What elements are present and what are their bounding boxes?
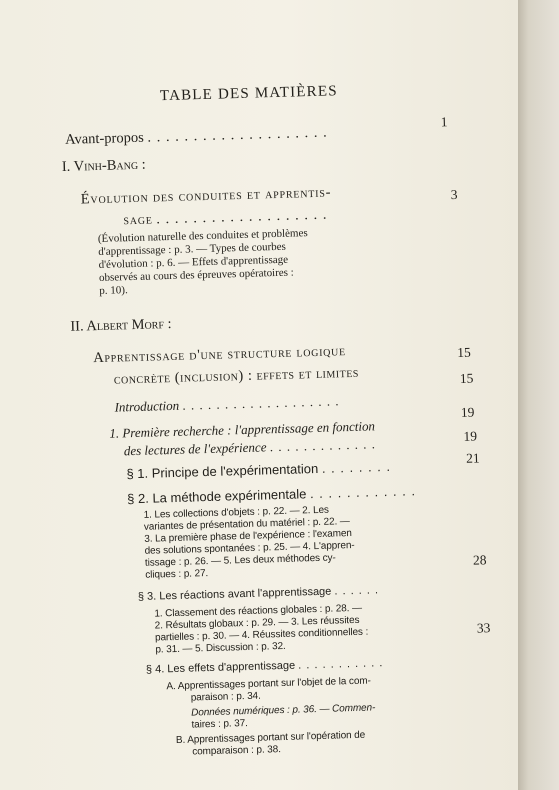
summary-line: 3. La première phase de l'expérience : l'examen — [144, 528, 352, 545]
page-number: 21 — [465, 450, 480, 466]
leader-dots: . . . . . . . . . . . . . . . . . . . — [182, 393, 340, 413]
part1-title-line1: Évolution des conduites et apprentis- — [80, 184, 332, 208]
entry-label: § 1. Principe de l'expérimentation — [126, 460, 319, 482]
entry-label: des lectures de l'expérience — [123, 439, 267, 459]
leader-dots: . . . . . . . . . . . . . . . . . . . — [156, 206, 328, 228]
part2-heading: II. Albert Morf : — [70, 315, 172, 335]
part1-heading: I. Vinh-Bang : — [61, 156, 146, 175]
title-text: sage — [123, 211, 153, 229]
summary-line: tissage : p. 26. — 5. Les deux méthodes cy- — [144, 552, 336, 569]
entry-label: Avant-propos — [64, 129, 144, 148]
leader-dots: . . . . . . . . . . . . . — [269, 436, 377, 455]
summary-line: partielles : p. 30. — 4. Réussites conditionnelles : — [154, 626, 369, 644]
summary-line: p. 31. — 5. Discussion : p. 32. — [155, 640, 286, 656]
summary-line: p. 10). — [99, 284, 128, 297]
toc-title: TABLE DES MATIÈRES — [159, 83, 338, 105]
leader-dots: . . . . . . . . . . . — [298, 657, 384, 672]
chapter1-line2 — [124, 437, 376, 457]
page-number: 15 — [459, 370, 474, 386]
leader-dots: . . . . . . . . — [321, 458, 392, 476]
section-3 — [138, 585, 379, 603]
summary-line: comparaison : p. 38. — [192, 744, 281, 758]
page-number: 28 — [472, 552, 487, 568]
section-4 — [146, 658, 384, 676]
entry-introduction — [114, 394, 339, 413]
summary-line: 1. Les collections d'objets : p. 22. — 2. Les — [143, 504, 330, 521]
page-number: 1 — [440, 114, 448, 130]
summary-line: paraison : p. 34. — [190, 690, 261, 704]
summary-line: Données numériques : p. 36. — Commen- — [191, 702, 376, 719]
summary-line: observés au cours des épreuves opératoires : — [98, 266, 294, 284]
page-number: 33 — [476, 620, 491, 636]
part2-title-line1: Apprentissage d'une structure logique — [92, 343, 347, 367]
section-1 — [126, 460, 391, 480]
summary-line: (Évolution naturelle des conduites et problèmes — [97, 227, 308, 245]
entry-avant-propos — [65, 126, 328, 148]
page-number: 15 — [456, 344, 471, 361]
entry-label: § 2. La méthode expérimentale — [126, 486, 307, 507]
page-number: 19 — [460, 404, 475, 420]
entry-label: § 3. Les réactions avant l'apprentissage — [137, 585, 332, 604]
summary-line: d'évolution : p. 6. — Effets d'apprentissage — [98, 253, 289, 271]
part1-title-line2 — [123, 208, 327, 228]
summary-line: B. Apprentissages portant sur l'opération de — [175, 729, 366, 747]
summary-line: cliques : p. 27. — [145, 568, 209, 581]
summary-line: 2. Résultats globaux : p. 29. — 3. Les réussites — [154, 614, 360, 632]
summary-line: A. Apprentissages portant sur l'objet de la com- — [166, 675, 371, 693]
section-2 — [127, 484, 416, 505]
chapter1-line1: 1. Première recherche : l'apprentissage en fonction — [109, 418, 376, 441]
part2-title-line2: concrète (inclusion) : effets et limites — [113, 364, 360, 388]
page-number: 3 — [450, 186, 458, 203]
summary-line: 1. Classement des réactions globales : p. 28. — — [154, 602, 363, 620]
summary-line: d'apprentissage : p. 3. — Types de courbes — [98, 240, 287, 258]
summary-line: variantes de présentation du matériel : p. 22. — — [143, 516, 350, 533]
summary-line: taires : p. 37. — [191, 718, 248, 731]
entry-label: Introduction — [114, 397, 180, 415]
entry-label: § 4. Les effets d'apprentissage — [145, 659, 296, 676]
leader-dots: . . . . . . . . . . . . — [309, 483, 417, 502]
leader-dots: . . . . . . . . . . . . . . . . . . . . — [147, 124, 328, 146]
leader-dots: . . . . . . — [334, 584, 380, 598]
summary-line: des solutions spontanées : p. 25. — 4. L'appren- — [144, 539, 355, 557]
page-number: 19 — [463, 428, 478, 444]
